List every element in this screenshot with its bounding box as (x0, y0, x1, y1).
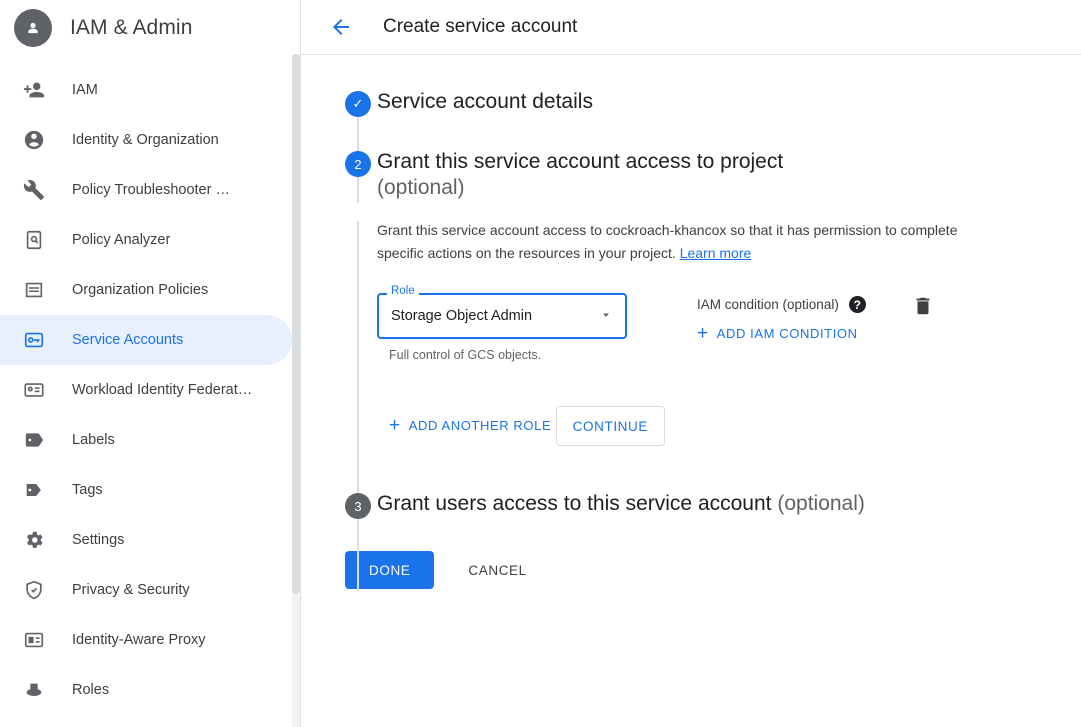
sidebar-item-label: Organization Policies (72, 282, 209, 298)
sidebar-item-privacy-security[interactable] (0, 565, 292, 615)
role-select[interactable] (377, 293, 627, 339)
add-another-role-button[interactable] (389, 416, 551, 435)
sidebar-item-label: Roles (72, 682, 110, 698)
sidebar-item-organization-policies[interactable] (0, 265, 292, 315)
sidebar-item-settings[interactable] (0, 515, 292, 565)
step-3-number: 3 (345, 493, 371, 519)
list-icon (22, 278, 46, 302)
sidebar-item-label: Privacy & Security (72, 582, 190, 598)
iam-condition-header (697, 296, 866, 313)
page-header (301, 0, 1081, 55)
sidebar-item-label: Identity-Aware Proxy (72, 632, 206, 648)
sidebar-item-label: Policy Analyzer (72, 232, 171, 248)
step-2-title-text: Grant this service account access to project (377, 150, 784, 173)
step-2-optional-text: (optional) (377, 176, 465, 199)
footer-actions (301, 551, 1081, 589)
sidebar-item-policy-troubleshooter[interactable] (0, 165, 292, 215)
sidebar-item-label: Service Accounts (72, 332, 184, 348)
document-search-icon (22, 228, 46, 252)
gear-icon (22, 528, 46, 552)
help-icon[interactable]: ? (849, 296, 866, 313)
step-3-optional-text: (optional) (777, 492, 865, 515)
id-card-icon (22, 378, 46, 402)
sidebar-item-label: Workload Identity Federat… (72, 382, 253, 398)
product-title: IAM & Admin (70, 15, 193, 39)
sidebar-item-workload-identity-federation[interactable] (0, 365, 292, 415)
role-select-value: Storage Object Admin (391, 308, 533, 324)
step-3-marker (345, 493, 371, 519)
role-row (377, 285, 1041, 362)
shield-person-icon (14, 9, 52, 47)
sidebar-item-policy-analyzer[interactable] (0, 215, 292, 265)
step-grant-users-access[interactable] (301, 491, 1081, 517)
check-icon: ✓ (345, 91, 371, 117)
continue-button[interactable] (556, 406, 665, 446)
sidebar-item-roles[interactable] (0, 665, 292, 715)
step-service-account-details[interactable] (301, 89, 1081, 115)
plus-icon: + (697, 323, 709, 344)
step-2-marker (345, 151, 371, 177)
sidebar-item-tags[interactable] (0, 465, 292, 515)
sidebar-item-identity-aware-proxy[interactable] (0, 615, 292, 665)
step-1-title: Service account details (377, 90, 593, 113)
main-panel (301, 0, 1081, 727)
shield-icon (22, 578, 46, 602)
sidebar-item-label: Labels (72, 432, 115, 448)
done-button[interactable]: DONE (345, 551, 434, 589)
sidebar-scrollbar[interactable] (292, 54, 300, 727)
page-title: Create service account (383, 16, 578, 37)
add-iam-condition-button[interactable] (697, 324, 858, 343)
label-icon (22, 428, 46, 452)
step-3-title-text: Grant users access to this service account (377, 492, 772, 515)
sidebar-item-iam[interactable] (0, 65, 292, 115)
step-2-title (377, 149, 1041, 201)
step-2-number: 2 (345, 151, 371, 177)
proxy-icon (22, 628, 46, 652)
sidebar-item-labels[interactable] (0, 415, 292, 465)
hat-icon (22, 678, 46, 702)
role-select-wrapper (377, 285, 627, 362)
badge-key-icon (22, 328, 46, 352)
step-2-description (377, 219, 977, 265)
step-2-description-text: Grant this service account access to cockroach-khancox so that it has permission to complete specific actions on the resources in your project. (377, 222, 958, 261)
sidebar-item-label: IAM (72, 82, 98, 98)
cancel-button[interactable]: CANCEL (462, 562, 532, 579)
sidebar-nav (0, 65, 300, 715)
role-helper-text: Full control of GCS objects. (389, 348, 542, 362)
plus-icon: + (389, 414, 401, 436)
sidebar-item-label: Settings (72, 532, 125, 548)
chevron-down-icon (599, 308, 613, 325)
add-iam-condition-label: ADD IAM CONDITION (716, 326, 858, 341)
sidebar-item-label: Tags (72, 482, 103, 498)
step-grant-project-access (301, 149, 1081, 446)
sidebar-header (0, 0, 300, 55)
continue-button-label: CONTINUE (572, 418, 648, 434)
sidebar-item-identity-organization[interactable] (0, 115, 292, 165)
add-another-role-label: ADD ANOTHER ROLE (408, 417, 552, 433)
iam-condition-column (697, 293, 866, 344)
sidebar (0, 0, 301, 727)
sidebar-item-label: Policy Troubleshooter … (72, 182, 230, 198)
wizard-content (301, 55, 1081, 589)
delete-role-button[interactable] (912, 293, 934, 322)
role-select-label: Role (387, 285, 419, 297)
sidebar-item-service-accounts[interactable] (0, 315, 292, 365)
wrench-icon (22, 178, 46, 202)
step-3-title (377, 491, 1041, 517)
iam-condition-label: IAM condition (optional) (697, 297, 839, 312)
person-add-icon (22, 78, 46, 102)
step-1-marker (345, 91, 371, 117)
tag-icon (22, 478, 46, 502)
sidebar-scrollbar-thumb[interactable] (292, 54, 300, 594)
arrow-left-icon[interactable] (327, 13, 355, 41)
learn-more-link[interactable]: Learn more (679, 245, 752, 261)
sidebar-item-label: Identity & Organization (72, 132, 219, 148)
account-circle-icon (22, 128, 46, 152)
